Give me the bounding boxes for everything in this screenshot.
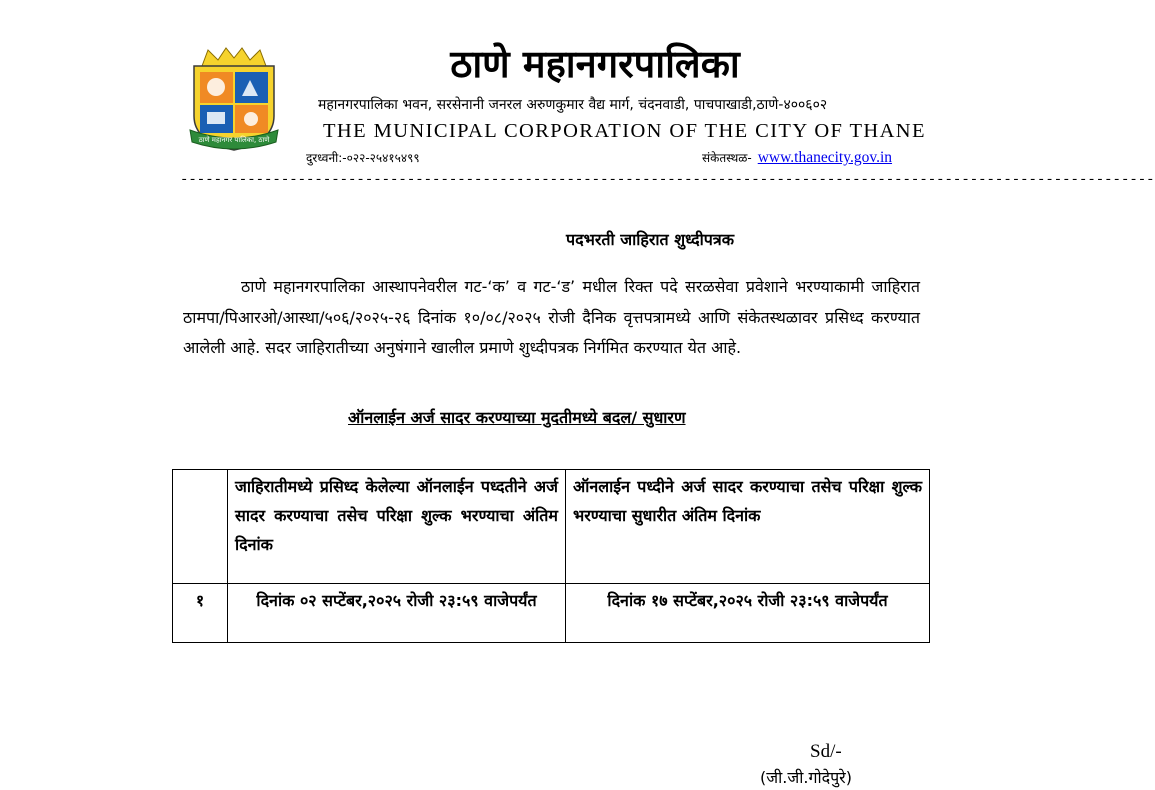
table-header-row [173, 470, 930, 584]
website-label: संकेतस्थळ- [702, 151, 752, 165]
notice-subheading: ऑनलाईन अर्ज सादर करण्याच्या मुदतीमध्ये बदल/ सुधारण [348, 408, 686, 427]
corporation-seal-logo [180, 46, 288, 154]
old-deadline-cell: दिनांक ०२ सप्टेंबर,२०२५ रोजी २३:५९ वाजेपर्यंत [228, 584, 566, 643]
notice-paragraph: ठाणे महानगरपालिका आस्थापनेवरील गट-‘क’ व गट-‘ड’ मधील रिक्त पदे सरळसेवा प्रवेशाने भरण्याकामी जाहिरात ठामपा/पिआरओ/आस्था/५०६/२०२५-२६ दिनांक १०/०८/२०२५ रोजी दैनिक वृत्तपत्रामध्ये आणि संकेतस्थळावर प्रसिध्द करण्यात आलेली आहे. सदर जाहिरातीच्या अनुषंगाने खालील प्रमाणे शुध्दीपत्रक निर्गमित करण्यात येत आहे. [183, 277, 920, 357]
serial-header [173, 470, 228, 584]
logo-caption: ठाणे महानगर पालिका, ठाणे [198, 136, 270, 144]
notice-heading-text: पदभरती जाहिरात शुध्दीपत्रक [566, 230, 734, 249]
deadline-table [172, 469, 930, 643]
notice-heading [180, 228, 1120, 252]
corporation-address: महानगरपालिका भवन, सरसेनानी जनरल अरुणकुमार वैद्य मार्ग, चंदनवाडी, पाचपाखाडी,ठाणे-४००६०२ [318, 97, 828, 113]
phone-number: दुरध्वनी:-०२२-२५४१५४९९ [306, 151, 420, 165]
old-deadline-header: जाहिरातीमध्ये प्रसिध्द केलेल्या ऑनलाईन पध्दतीने अर्ज सादर करण्याचा तसेच परिक्षा शुल्क भरण्याचा अंतिम दिनांक [228, 470, 566, 584]
website-line [702, 148, 892, 168]
website-link[interactable]: www.thanecity.gov.in [757, 149, 893, 166]
serial-cell: १ [173, 584, 228, 643]
table-row [173, 584, 930, 643]
header-separator: -------------------------------------------------------------------------------------------------------------------- [180, 172, 1155, 188]
english-title: THE MUNICIPAL CORPORATION OF THE CITY OF THANE [323, 120, 926, 142]
new-deadline-cell: दिनांक १७ सप्टेंबर,२०२५ रोजी २३:५९ वाजेपर्यंत [566, 584, 930, 643]
signatory-name: (जी.जी.गोदेपुरे) [760, 768, 852, 787]
signature-sd: Sd/- [810, 741, 842, 762]
page-title: ठाणे महानगरपालिका [450, 42, 740, 86]
new-deadline-header: ऑनलाईन पध्दीने अर्ज सादर करण्याचा तसेच परिक्षा शुल्क भरण्याचा सुधारीत अंतिम दिनांक [566, 470, 930, 584]
